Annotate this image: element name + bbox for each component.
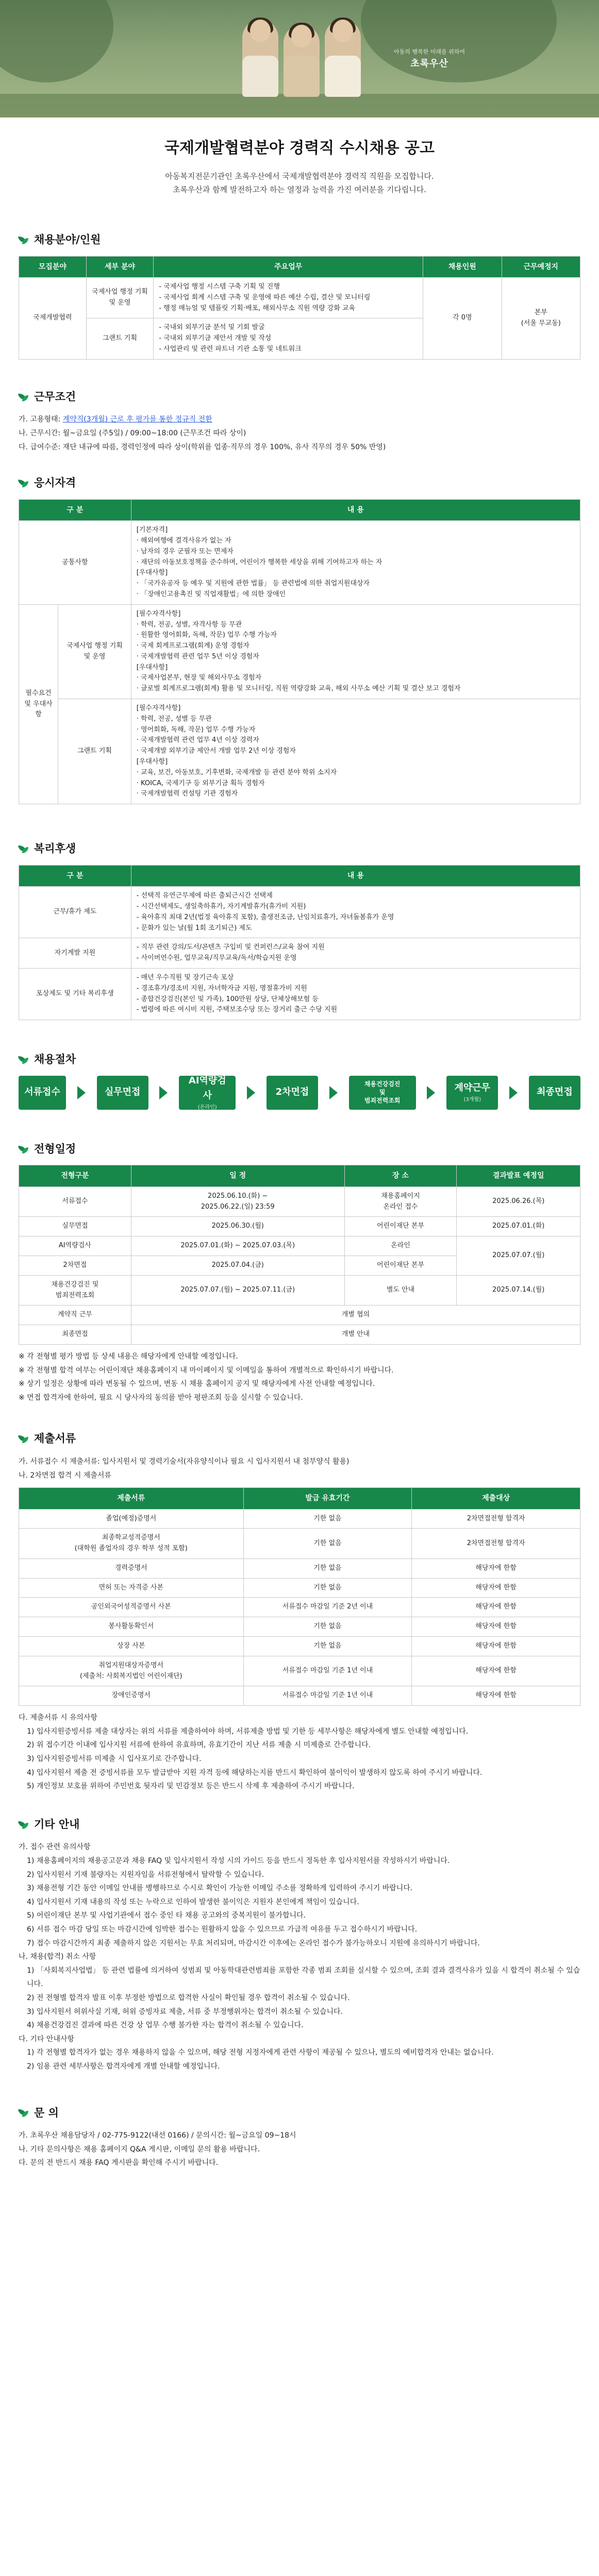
doc-cell: 면허 또는 자격증 사본 bbox=[19, 1578, 244, 1598]
row-label: 국제사업 행정 기획 및 운영 bbox=[58, 604, 131, 699]
section-benefits bbox=[0, 840, 599, 1020]
section-other-info bbox=[0, 1816, 599, 2074]
contact-line: 다. 문의 전 반드시 채용 FAQ 게시판을 확인해 주시기 바랍니다. bbox=[19, 2159, 219, 2167]
section-conditions bbox=[0, 388, 599, 454]
stage-cell: 채용건강검진 및 범죄전력조회 bbox=[19, 1275, 131, 1306]
tasks-cell: - 국제사업 행정 시스템 구축 기획 및 진행 - 국제사업 회계 시스템 구축 및 운영에 따른 예산 수립, 결산 및 모니터링 - 행정 매뉴얼 및 템플릿 기획·배포, 해외사무소 직원 역량 강화 교육 bbox=[154, 277, 423, 318]
doc-cell: 졸업(예정)증명서 bbox=[19, 1509, 244, 1529]
process-step: 서류접수 bbox=[19, 1076, 66, 1110]
table-header: 내 용 bbox=[131, 499, 580, 520]
leaf-icon bbox=[19, 478, 29, 488]
doc-cell: 장애인증명서 bbox=[19, 1686, 244, 1706]
valid-cell: 기한 없음 bbox=[243, 1529, 412, 1559]
documents-note: 5) 개인정보 보호를 위하여 주민번호 뒷자리 및 민감정보 등은 반드시 삭제 후 제출하여 주시기 바랍니다. bbox=[27, 1782, 355, 1791]
schedule-note: ※ 각 전형별 합격 여부는 어린이재단 채용홈페이지 내 마이페이지 및 이메일을 통하여 개별적으로 확인하시기 바랍니다. bbox=[19, 1366, 394, 1375]
table-header: 주요업무 bbox=[154, 256, 423, 277]
section-heading: 응시자격 bbox=[34, 477, 76, 489]
target-cell: 2차면접전형 합격자 bbox=[412, 1509, 580, 1529]
section-heading: 복리후생 bbox=[34, 842, 76, 855]
leaf-icon bbox=[19, 1144, 29, 1155]
table-header: 근무예정지 bbox=[502, 256, 580, 277]
info-line: 가. 접수 관련 유의사항 bbox=[19, 1843, 91, 1852]
doc-cell: 상장 사본 bbox=[19, 1637, 244, 1656]
positions-table bbox=[19, 256, 580, 360]
benefits-table bbox=[19, 865, 580, 1020]
doc-cell: 봉사활동확인서 bbox=[19, 1617, 244, 1637]
stage-cell: 실무면접 bbox=[19, 1217, 131, 1236]
info-line: 1) 「사회복지사업법」 등 관련 법률에 의거하여 성범죄 및 아동학대관련범죄를 포함한 각종 범죄 조회를 실시할 수 있으며, 조회 결과 결격사유가 있을 시 합격이 취소될 수 있습니다. bbox=[27, 1966, 580, 1989]
target-cell: 2차면접전형 합격자 bbox=[412, 1529, 580, 1559]
admin-requirements: [필수자격사항] · 학력, 전공, 성별, 자격사항 등 무관 · 원활한 영어회화, 독해, 작문) 업무 수행 가능자 · 국제 회계프로그램(회계) 운영 경험자 · 국제개발협력 관련 업무 5년 이상 경험자 [우대사항] · 국제사업본부, 현장 및 해외사무소 경험자 · 글로벌 회계프로그램(회계) 활용 및 모니터링, 직원 역량강화 교육, 해외 사무소 예산 기획 및 결산 보고 경험자 bbox=[131, 604, 580, 699]
valid-cell: 서류접수 마감일 기준 1년 이내 bbox=[243, 1656, 412, 1686]
documents-note: 1) 입사지원증빙서류 제출 대상자는 위의 서류를 제출하여야 하며, 서류제출 방법 및 기한 등 세부사항은 해당자에게 별도 안내할 예정입니다. bbox=[27, 1727, 469, 1736]
benefit-items: - 선택적 유연근무제에 따른 출퇴근시간 선택제 - 시간선택제도, 생일축하휴가, 자기계발휴가(휴가비 지원) - 육아휴직 최대 2년(법정 육아휴직 포함), 출생전조금, 난임치료휴가, 자녀돌봄휴가 운영 - 문화가 있는 날(월 1회 조기퇴근) 제도 bbox=[131, 887, 580, 938]
section-qualifications bbox=[0, 474, 599, 804]
date-cell: 2025.06.10.(화) ~ 2025.06.22.(일) 23:59 bbox=[131, 1187, 344, 1217]
row-label: 그랜트 기획 bbox=[58, 699, 131, 804]
process-step: AI역량검사 (온라인) bbox=[179, 1076, 236, 1110]
info-line: 4) 입사지원서 기재 내용의 작성 또는 누락으로 인하여 발생한 불이익은 지원자 본인에게 책임이 있습니다. bbox=[27, 1897, 359, 1906]
leaf-icon bbox=[19, 235, 29, 245]
target-cell: 해당자에 한함 bbox=[412, 1656, 580, 1686]
table-header: 제출대상 bbox=[412, 1488, 580, 1509]
brand-name: 초록우산 bbox=[410, 58, 448, 69]
contact-line: 가. 초록우산 채용담당자 / 02-775-9122(내선 0166) / 문의시간: 월~금요일 09~18시 bbox=[19, 2131, 296, 2140]
target-cell: 해당자에 한함 bbox=[412, 1686, 580, 1706]
date-cell: 2025.07.01.(화) ~ 2025.07.03.(목) bbox=[131, 1236, 344, 1256]
documents-intro: 가. 서류접수 시 제출서류: 입사지원서 및 경력기술서(자유양식이나 필요 시 입사지원서 내 첨부양식 활용) bbox=[19, 1457, 350, 1466]
section-heading: 채용절차 bbox=[34, 1053, 76, 1066]
stage-cell: 최종면접 bbox=[19, 1325, 131, 1345]
section-heading: 제출서류 bbox=[34, 1432, 76, 1445]
schedule-note: ※ 상기 일정은 상황에 따라 변동될 수 있으며, 변동 시 채용 홈페이지 공지 및 해당자에게 사전 안내할 예정입니다. bbox=[19, 1380, 375, 1388]
condition-item: 가. 고용형태: 계약직(3개월) 근로 후 평가를 통한 정규직 전환 bbox=[19, 415, 212, 424]
valid-cell: 기한 없음 bbox=[243, 1558, 412, 1578]
info-line: 2) 전 전형별 합격자 발표 이후 부정한 방법으로 합격한 사실이 확인될 경우 합격이 취소될 수 있습니다. bbox=[27, 1993, 350, 2002]
stage-cell: 서류접수 bbox=[19, 1187, 131, 1217]
date-cell: 2025.07.04.(금) bbox=[131, 1256, 344, 1275]
date-cell: 개별 안내 bbox=[131, 1325, 580, 1345]
info-line: 3) 입사지원서 허위사실 기재, 허위 증빙자료 제출, 서류 중 부정행위자는 합격이 취소될 수 있습니다. bbox=[27, 2007, 343, 2016]
section-heading: 근무조건 bbox=[34, 390, 76, 403]
table-header: 전형구분 bbox=[19, 1165, 131, 1187]
stage-cell: AI역량검사 bbox=[19, 1236, 131, 1256]
process-step: 실무면접 bbox=[97, 1076, 148, 1110]
employment-type-link[interactable]: 계약직(3개월) 근로 후 평가를 통한 정규직 전환 bbox=[62, 415, 212, 424]
location-cell: 본부 (서울 무교동) bbox=[502, 277, 580, 359]
process-step: 최종면접 bbox=[529, 1076, 580, 1110]
target-cell: 해당자에 한함 bbox=[412, 1617, 580, 1637]
process-step: 채용건강검진 및 범죄전력조회 bbox=[349, 1076, 416, 1110]
schedule-table bbox=[19, 1165, 580, 1345]
place-cell: 별도 안내 bbox=[344, 1275, 457, 1306]
place-cell: 채용홈페이지 온라인 접수 bbox=[344, 1187, 457, 1217]
subfield-cell: 국제사업 행정 기획 및 운영 bbox=[86, 277, 154, 318]
table-header: 내 용 bbox=[131, 865, 580, 886]
section-documents bbox=[0, 1430, 599, 1793]
stage-cell: 계약직 근무 bbox=[19, 1306, 131, 1325]
section-schedule bbox=[0, 1141, 599, 1405]
info-line: 4) 채용건강검진 결과에 따른 건강 상 업무 수행 불가한 자는 합격이 취소될 수 있습니다. bbox=[27, 2021, 304, 2030]
date-cell: 개별 협의 bbox=[131, 1306, 580, 1325]
result-cell: 2025.07.01.(화) bbox=[457, 1217, 580, 1236]
benefit-items: - 매년 우수직원 및 장기근속 포상 - 경조휴가/경조비 지원, 자녀학자금 지원, 명절휴가비 지원 - 종합건강검진(본인 및 가족), 100만원 상당, 단체상해보험 등 - 법령에 따른 여시비 지원, 주택보조수당 또는 장거리 출근 수당 지원 bbox=[131, 969, 580, 1020]
row-label: 자기계발 지원 bbox=[19, 938, 131, 969]
child-figure bbox=[242, 20, 278, 97]
info-line: 7) 접수 마감시간까지 최종 제출하지 않은 지원서는 무효 처리되며, 마감시간 이후에는 온라인 접수가 불가능하오니 지원에 유의하시기 바랍니다. bbox=[27, 1939, 480, 1947]
target-cell: 해당자에 한함 bbox=[412, 1598, 580, 1617]
common-requirements: [기본자격] · 해외여행에 결격사유가 없는 자 · 남자의 경우 군필자 또는 면제자 · 재단의 아동보호정책을 준수하며, 어린이가 행복한 세상을 위해 기여하고자 하는 자 [우대사항] · 「국가유공자 등 예우 및 지원에 관한 법률」 등 관련법에 의한 취업지원대상자 · 「장애인고용촉진 및 직업재활법」에 의한 장애인 bbox=[131, 521, 580, 605]
result-cell: 2025.07.14.(월) bbox=[457, 1275, 580, 1306]
info-line: 1) 각 전형별 합격자가 없는 경우 채용하지 않을 수 있으며, 해당 전형 지정자에게 관련 사항이 제공될 수 있으나, 별도의 예비합격자 안내는 없습니다. bbox=[27, 2048, 494, 2057]
leaf-icon bbox=[19, 844, 29, 854]
documents-table bbox=[19, 1487, 580, 1706]
leaf-icon bbox=[19, 1820, 29, 1830]
brand-logo bbox=[394, 47, 465, 71]
valid-cell: 기한 없음 bbox=[243, 1578, 412, 1598]
info-line: 2) 임용 관련 세부사항은 합격자에게 개별 안내할 예정입니다. bbox=[27, 2062, 220, 2071]
table-header: 발급 유효기간 bbox=[243, 1488, 412, 1509]
row-label: 공통사항 bbox=[19, 521, 131, 605]
row-label: 근무/휴가 제도 bbox=[19, 887, 131, 938]
child-figure bbox=[325, 20, 361, 97]
process-flow bbox=[19, 1076, 580, 1110]
leaf-icon bbox=[19, 392, 29, 402]
valid-cell: 서류접수 마감일 기준 1년 이내 bbox=[243, 1686, 412, 1706]
result-cell: 2025.07.07.(월) bbox=[457, 1236, 580, 1276]
field-cell: 국제개발협력 bbox=[19, 277, 87, 359]
page-title: 국제개발협력분야 경력직 수시채용 공고 bbox=[164, 139, 435, 157]
date-cell: 2025.07.07.(월) ~ 2025.07.11.(금) bbox=[131, 1275, 344, 1306]
documents-note: 3) 입사지원증빙서류 미제출 시 입사포기로 간주합니다. bbox=[27, 1755, 202, 1764]
valid-cell: 기한 없음 bbox=[243, 1509, 412, 1529]
documents-note: 다. 제출서류 시 유의사항 bbox=[19, 1714, 98, 1722]
section-contact bbox=[0, 2105, 599, 2170]
benefit-items: - 직무 관련 강의/도서/콘텐츠 구입비 및 컨퍼런스/교육 참여 지원 - 사이버연수원, 업무교육/직무교육/독서/학습지원 운영 bbox=[131, 938, 580, 969]
table-header: 세부 분야 bbox=[86, 256, 154, 277]
info-line: 다. 기타 안내사항 bbox=[19, 2035, 75, 2043]
section-heading: 채용분야/인원 bbox=[34, 233, 101, 246]
subfield-cell: 그랜트 기획 bbox=[86, 318, 154, 359]
valid-cell: 기한 없음 bbox=[243, 1617, 412, 1637]
documents-intro: 나. 2차면접 합격 시 제출서류 bbox=[19, 1471, 111, 1480]
section-heading: 전형일정 bbox=[34, 1142, 76, 1155]
info-line: 3) 채용전형 기간 동안 이메일 안내를 병행하므로 수시로 확인이 가능한 이메일 주소를 정확하게 입력하여 주시기 바랍니다. bbox=[27, 1884, 413, 1893]
brand-tagline: 아동의 행복한 미래를 위하여 bbox=[393, 48, 465, 55]
result-cell: 2025.06.26.(목) bbox=[457, 1187, 580, 1217]
target-cell: 해당자에 한함 bbox=[412, 1558, 580, 1578]
child-figure bbox=[284, 25, 320, 97]
table-header: 구 분 bbox=[19, 499, 131, 520]
target-cell: 해당자에 한함 bbox=[412, 1578, 580, 1598]
arrow-right-icon bbox=[159, 1086, 168, 1099]
stage-cell: 2차면접 bbox=[19, 1256, 131, 1275]
documents-note: 2) 위 접수기간 이내에 입사지원 서류에 한하여 유효하며, 유효기간이 지난 서류 제출 시 미제출로 간주합니다. bbox=[27, 1741, 371, 1750]
place-cell: 온라인 bbox=[344, 1236, 457, 1256]
info-line: 6) 서류 접수 마감 당일 또는 마감시간에 임박한 접수는 원활하지 않을 수 있으므로 가급적 여유를 두고 접수하시기 바랍니다. bbox=[27, 1925, 418, 1934]
documents-note: 4) 입사지원서 제출 전 증빙서류를 모두 발급받아 지원 자격 등에 해당하는지를 반드시 확인하여 불이익이 발생하지 않도록 하여 주시기 바랍니다. bbox=[27, 1768, 482, 1777]
condition-item: 나. 근무시간: 월~금요일 (주5일) / 09:00~18:00 (근무조건 따라 상이) bbox=[19, 429, 246, 437]
info-line: 5) 어린이재단 본부 및 사업기관에서 접수 중인 타 채용 공고와의 중복지원이 불가합니다. bbox=[27, 1911, 306, 1920]
table-header: 제출서류 bbox=[19, 1488, 244, 1509]
doc-cell: 취업지원대상자증명서 (제출처: 사회복지법인 어린이재단) bbox=[19, 1656, 244, 1686]
condition-item: 다. 급여수준: 재단 내규에 따름, 경력인정에 따라 상이(학위를 업종·직무의 경우 100%, 유사 직무의 경우 50% 반영) bbox=[19, 443, 386, 451]
qualifications-table bbox=[19, 499, 580, 805]
arrow-right-icon bbox=[509, 1086, 518, 1099]
contact-line: 나. 기타 문의사항은 채용 홈페이지 Q&A 게시판, 이메일 문의 활용 바랍니다. bbox=[19, 2145, 260, 2154]
intro-line: 초록우산과 함께 발전하고자 하는 열정과 능력을 가진 여러분을 기다립니다. bbox=[172, 184, 427, 194]
intro-line: 아동복지전문기관인 초록우산에서 국제개발협력분야 경력직 직원을 모집합니다. bbox=[165, 172, 434, 181]
table-header: 구 분 bbox=[19, 865, 131, 886]
arrow-right-icon bbox=[427, 1086, 435, 1099]
arrow-right-icon bbox=[247, 1086, 255, 1099]
headcount-cell: 각 0명 bbox=[423, 277, 502, 359]
tasks-cell: - 국내외 외부기금 분석 및 기회 발굴 - 국내외 외부기금 제안서 개발 및 작성 - 사업관리 및 관련 파트너 기관 소통 및 네트워크 bbox=[154, 318, 423, 359]
section-positions bbox=[0, 231, 599, 360]
doc-cell: 공인외국어성적증명서 사본 bbox=[19, 1598, 244, 1617]
process-step: 2차면접 bbox=[267, 1076, 318, 1110]
row-label: 포상제도 및 기타 복리후생 bbox=[19, 969, 131, 1020]
section-heading: 문 의 bbox=[34, 2106, 59, 2119]
table-header: 일 정 bbox=[131, 1165, 344, 1187]
hero-banner bbox=[0, 0, 599, 117]
table-header: 채용인원 bbox=[423, 256, 502, 277]
place-cell: 어린이재단 본부 bbox=[344, 1256, 457, 1275]
info-line: 2) 입사지원서 기재 불량자는 지원자임을 서류전형에서 탈락할 수 있습니다. bbox=[27, 1870, 264, 1879]
target-cell: 해당자에 한함 bbox=[412, 1637, 580, 1656]
section-process bbox=[0, 1051, 599, 1110]
leaf-icon bbox=[19, 1055, 29, 1065]
schedule-note: ※ 각 전형별 평가 방법 등 상세 내용은 해당자에게 안내할 예정입니다. bbox=[19, 1352, 238, 1361]
place-cell: 어린이재단 본부 bbox=[344, 1217, 457, 1236]
process-step: 계약근무 (3개월) bbox=[446, 1076, 498, 1110]
arrow-right-icon bbox=[77, 1086, 86, 1099]
ground bbox=[0, 94, 599, 117]
grant-requirements: [필수자격사항] · 학력, 전공, 성별 등 무관 · 영어회화, 독해, 작문) 업무 수행 가능자 · 국제개발협력 관련 업무 4년 이상 경력자 · 국제개발 외부기금 제안서 개발 업무 2년 이상 경험자 [우대사항] · 교육, 보건, 아동보호, 기후변화, 국제개발 등 관련 분야 학위 소지자 · KOICA, 국제기구 등 외부기금 획득 경험자 · 국제개발협력 컨설팅 기관 경험자 bbox=[131, 699, 580, 804]
schedule-note: ※ 면접 합격자에 한하여, 필요 시 당사자의 동의를 받아 평판조회 등을 실시할 수 있습니다. bbox=[19, 1393, 303, 1402]
table-header: 모집분야 bbox=[19, 256, 87, 277]
tree-foliage bbox=[0, 0, 113, 82]
info-line: 나. 채용(합격) 취소 사항 bbox=[19, 1953, 96, 1961]
doc-cell: 경력증명서 bbox=[19, 1558, 244, 1578]
section-heading: 기타 안내 bbox=[34, 1818, 80, 1831]
info-line: 1) 채용홈페이지의 채용공고문과 채용 FAQ 및 입사지원서 작성 시의 가이드 등을 반드시 정독한 후 입사지원서를 작성하시기 바랍니다. bbox=[27, 1857, 450, 1866]
valid-cell: 서류접수 마감일 기준 2년 이내 bbox=[243, 1598, 412, 1617]
leaf-icon bbox=[19, 1434, 29, 1444]
row-label: 필수요건 및 우대사항 bbox=[19, 604, 58, 804]
table-header: 장 소 bbox=[344, 1165, 457, 1187]
valid-cell: 기한 없음 bbox=[243, 1637, 412, 1656]
leaf-icon bbox=[19, 2108, 29, 2118]
arrow-right-icon bbox=[329, 1086, 338, 1099]
doc-cell: 최종학교성적증명서 (대학원 졸업자의 경우 학부 성적 포함) bbox=[19, 1529, 244, 1559]
date-cell: 2025.06.30.(월) bbox=[131, 1217, 344, 1236]
table-header: 결과발표 예정일 bbox=[457, 1165, 580, 1187]
